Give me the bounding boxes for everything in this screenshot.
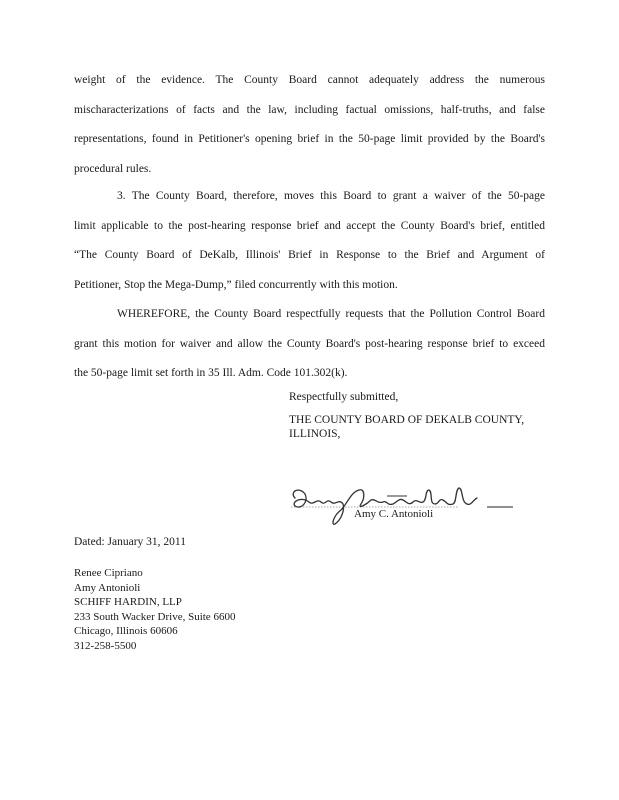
contact-block <box>74 566 235 653</box>
contact-name: Amy Antonioli <box>74 581 141 594</box>
contact-name: Renee Cipriano <box>74 567 143 579</box>
text-line: mischaracterizations of facts and the law, including factual omissions, half-truths, and false <box>74 103 545 116</box>
board-name-line1: THE COUNTY BOARD OF DEKALB COUNTY, <box>289 414 525 426</box>
phone-number: 312-258-5500 <box>74 639 137 652</box>
board-name-line2: ILLINOIS, <box>289 428 341 440</box>
paragraph-3 <box>74 182 545 300</box>
law-firm: SCHIFF HARDIN, LLP <box>74 596 182 608</box>
signer-name: Amy C. Antonioli <box>354 508 434 520</box>
text-line: weight of the evidence. The County Board cannot adequately address the numerous <box>74 74 545 86</box>
text-line: “The County Board of DeKalb, Illinois' Brief in Response to the Brief and Argument of <box>74 249 545 261</box>
text-line: the 50-page limit set forth in 35 Ill. Adm. Code 101.302(k). <box>74 367 348 379</box>
text-line: procedural rules. <box>74 162 152 175</box>
text-line: grant this motion for waiver and allow the County Board's post-hearing response brief to exceed <box>74 337 545 350</box>
dated-line: Dated: January 31, 2011 <box>74 536 186 548</box>
paragraph-evidence <box>74 66 545 184</box>
respectfully-submitted: Respectfully submitted, <box>289 391 399 403</box>
handwritten-signature <box>287 476 517 528</box>
text-line: representations, found in Petitioner's opening brief in the 50-page limit provided by the Board's <box>74 133 545 145</box>
text-line: 3. The County Board, therefore, moves this Board to grant a waiver of the 50-page <box>117 190 545 202</box>
text-line: WHEREFORE, the County Board respectfully requests that the Pollution Control Board <box>117 308 545 320</box>
text-line: limit applicable to the post-hearing response brief and accept the County Board's brief, entitled <box>74 219 545 232</box>
text-line: Petitioner, Stop the Mega-Dump,” filed concurrently with this motion. <box>74 278 398 291</box>
street-address: 233 South Wacker Drive, Suite 6600 <box>74 610 236 623</box>
closing-block <box>289 390 524 441</box>
city-state-zip: Chicago, Illinois 60606 <box>74 625 178 637</box>
paragraph-wherefore <box>74 300 545 389</box>
